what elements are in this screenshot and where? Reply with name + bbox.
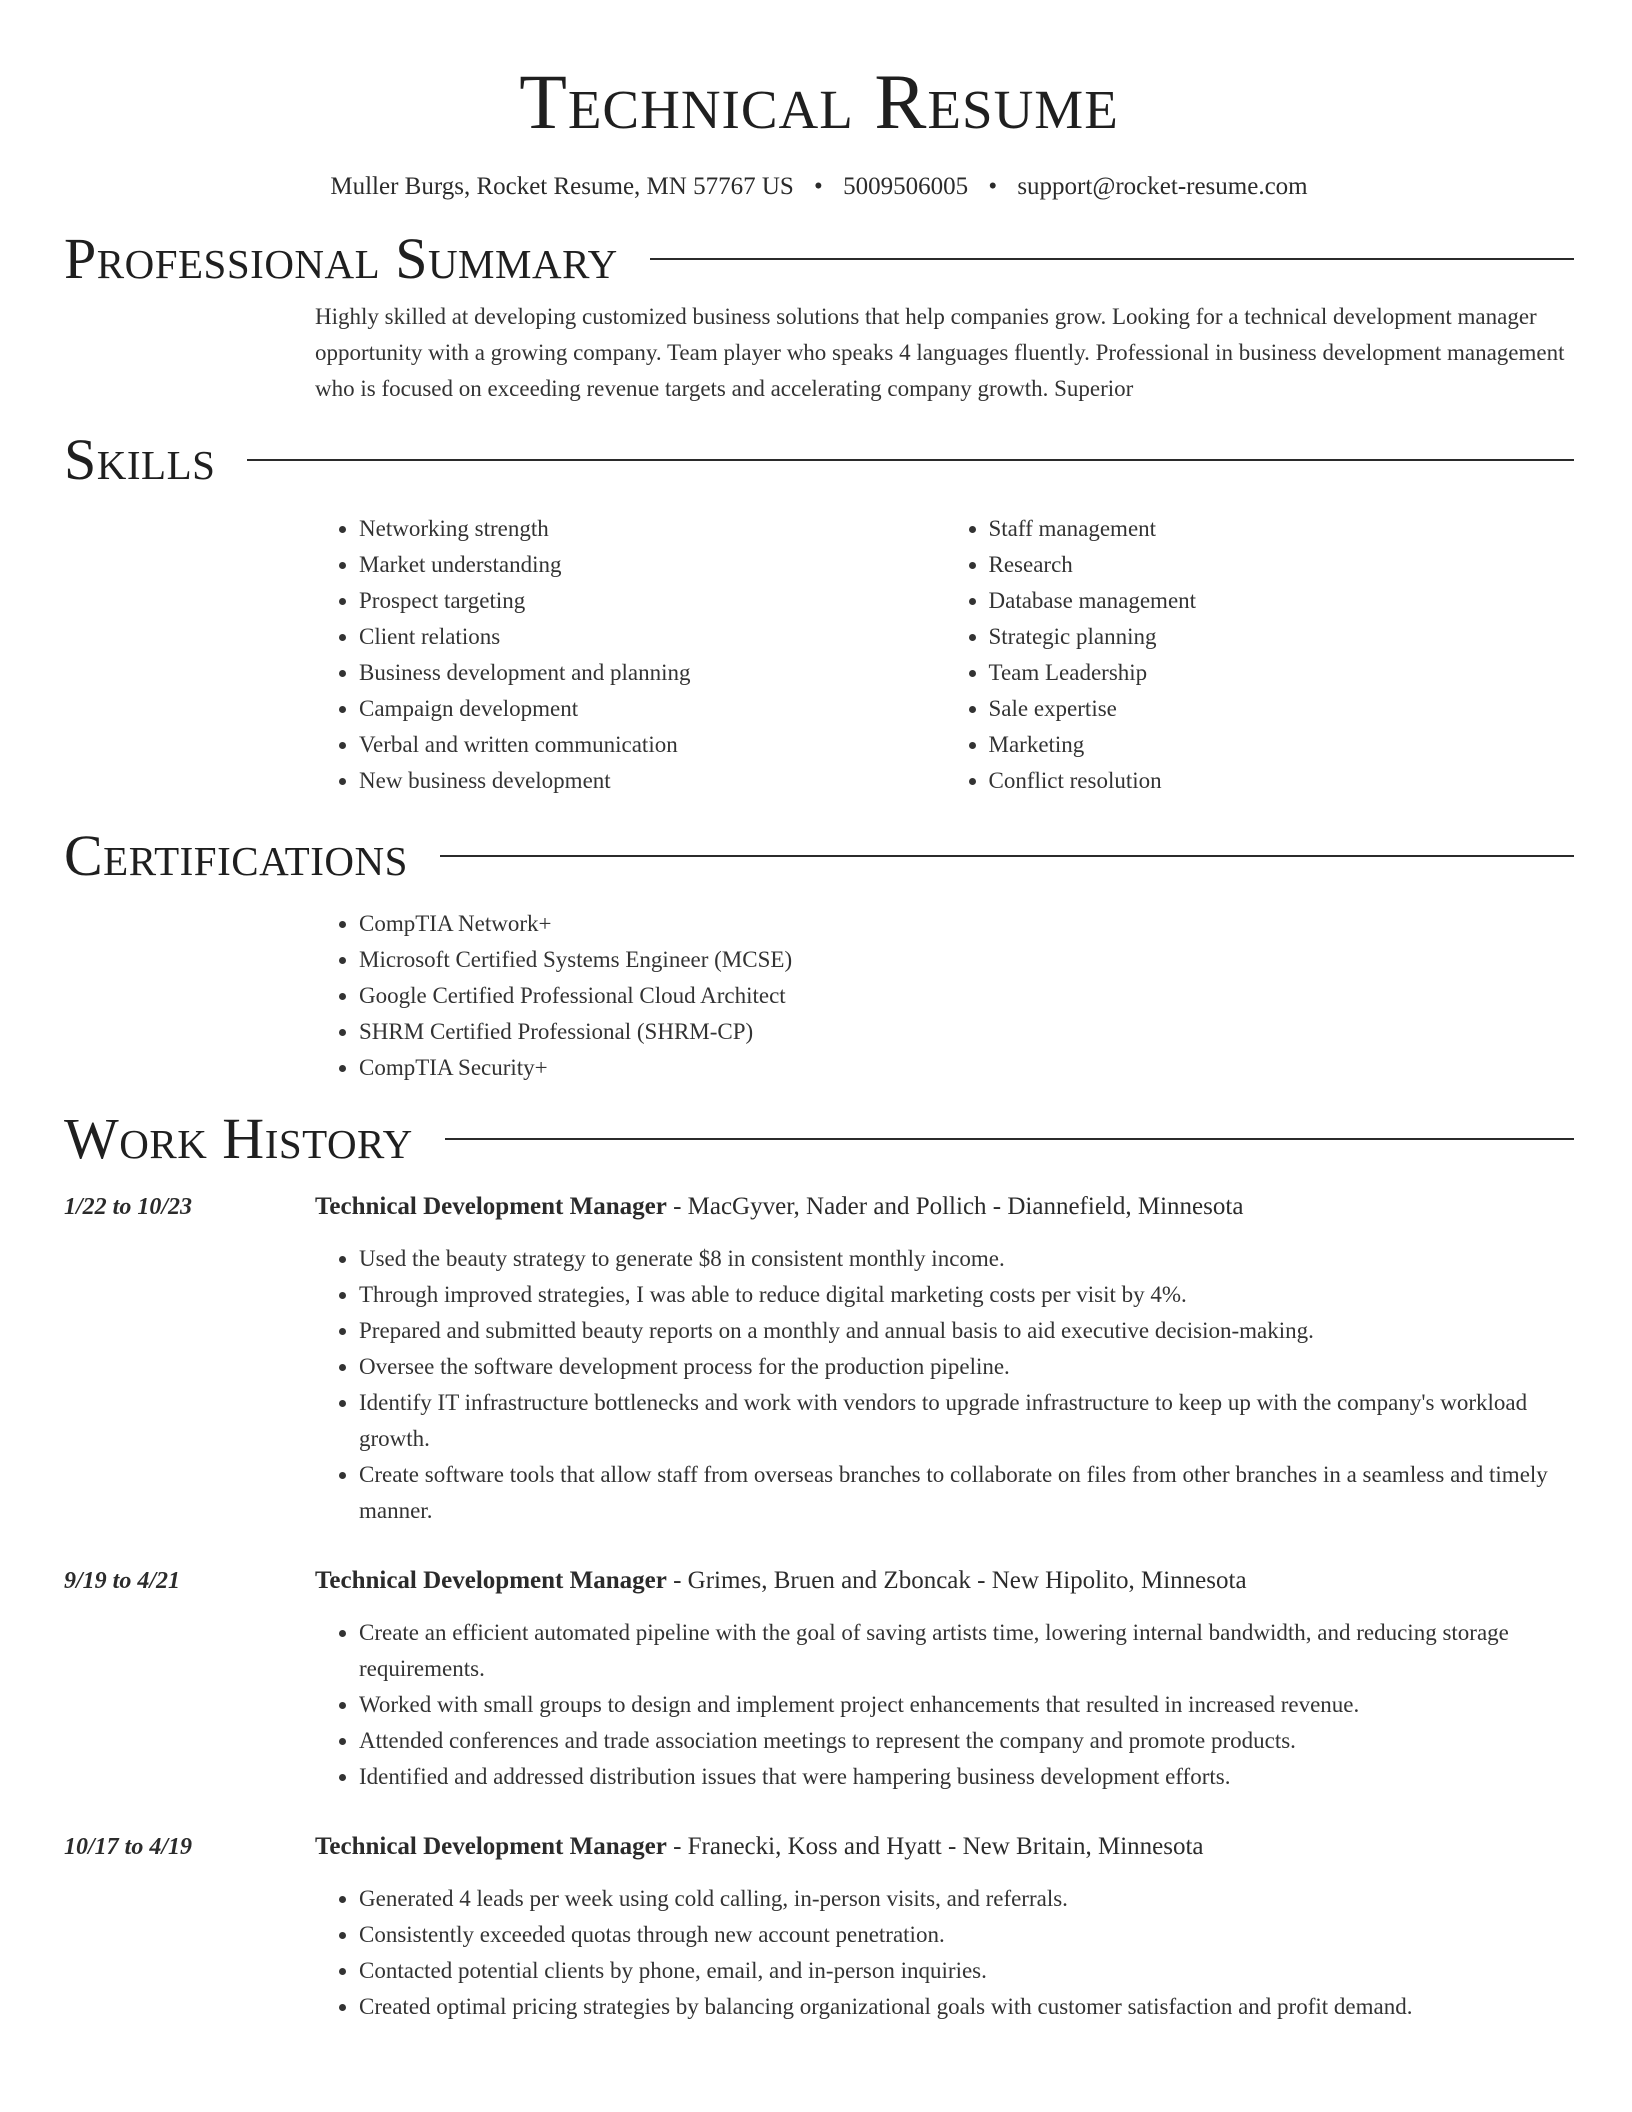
- certification-item: • CompTIA Network+: [359, 906, 1574, 942]
- skill-item: • Networking strength: [359, 511, 945, 547]
- contact-separator: •: [814, 173, 823, 200]
- job-company: - MacGyver, Nader and Pollich - Diannefield, Minnesota: [673, 1193, 1244, 1220]
- skill-item: • Campaign development: [359, 691, 945, 727]
- skills-heading: Skills: [64, 427, 216, 492]
- section-divider: [445, 1138, 1574, 1140]
- summary-heading: Professional Summary: [64, 226, 618, 291]
- section-divider: [440, 855, 1574, 857]
- job-bullet: • Create software tools that allow staff from overseas branches to collaborate on files from other branches in a seamless and timely manner.: [359, 1457, 1574, 1529]
- job-dates: 10/17 to 4/19: [64, 1834, 193, 1860]
- job-company: - Grimes, Bruen and Zboncak - New Hipolito, Minnesota: [673, 1567, 1247, 1594]
- job-bullet: • Prepared and submitted beauty reports on a monthly and annual basis to aid executive decision-making.: [359, 1313, 1574, 1349]
- job-bullet: • Worked with small groups to design and implement project enhancements that resulted in increased revenue.: [359, 1687, 1574, 1723]
- work-heading: Work History: [64, 1106, 413, 1171]
- job-dates: 1/22 to 10/23: [64, 1194, 193, 1220]
- job-bullet: • Used the beauty strategy to generate $8 in consistent monthly income.: [359, 1241, 1574, 1277]
- certification-item: • CompTIA Security+: [359, 1050, 1574, 1086]
- certification-item: • SHRM Certified Professional (SHRM-CP): [359, 1014, 1574, 1050]
- skills-list-left: [315, 511, 945, 799]
- skill-item: • Conflict resolution: [989, 763, 1575, 799]
- job-main: [315, 1189, 1574, 1529]
- contact-address: Muller Burgs, Rocket Resume, MN 57767 US: [330, 173, 794, 200]
- job-bullets: [315, 1615, 1574, 1795]
- skill-item: • Sale expertise: [989, 691, 1575, 727]
- job-title: Technical Development Manager: [315, 1193, 667, 1220]
- work-section-header: [64, 1106, 1574, 1171]
- job-bullet: • Contacted potential clients by phone, email, and in-person inquiries.: [359, 1953, 1574, 1989]
- job-entry: [64, 1829, 1574, 2025]
- skill-item: • Strategic planning: [989, 619, 1575, 655]
- skill-item: • New business development: [359, 763, 945, 799]
- resume-page: [64, 0, 1574, 2025]
- skills-section-header: [64, 427, 1574, 492]
- job-dates: 9/19 to 4/21: [64, 1568, 181, 1594]
- skills-columns: [315, 511, 1574, 799]
- skill-item: • Staff management: [989, 511, 1575, 547]
- job-bullet: • Create an efficient automated pipeline with the goal of saving artists time, lowering internal bandwidth, and reducing storage requirements.: [359, 1615, 1574, 1687]
- job-title: Technical Development Manager: [315, 1567, 667, 1594]
- summary-section-header: [64, 226, 1574, 291]
- certifications-list: [315, 906, 1574, 1086]
- resume-title: Technical Resume: [519, 58, 1119, 145]
- certifications-section-header: [64, 823, 1574, 888]
- skill-item: • Research: [989, 547, 1575, 583]
- job-bullet: • Generated 4 leads per week using cold calling, in-person visits, and referrals.: [359, 1881, 1574, 1917]
- contact-email: support@rocket-resume.com: [1017, 173, 1308, 200]
- job-bullet: • Created optimal pricing strategies by balancing organizational goals with customer satisfaction and profit demand.: [359, 1989, 1574, 2025]
- job-bullet: • Attended conferences and trade association meetings to represent the company and promote products.: [359, 1723, 1574, 1759]
- certifications-heading: Certifications: [64, 823, 408, 888]
- job-main: [315, 1829, 1574, 2025]
- section-divider: [650, 258, 1574, 260]
- contact-line: [64, 172, 1574, 202]
- job-bullet: • Identified and addressed distribution issues that were hampering business development efforts.: [359, 1759, 1574, 1795]
- skill-item: • Marketing: [989, 727, 1575, 763]
- skill-item: • Client relations: [359, 619, 945, 655]
- certification-item: • Google Certified Professional Cloud Architect: [359, 978, 1574, 1014]
- summary-text: Highly skilled at developing customized business solutions that help companies grow. Looking for a technical development manager opportunity with a growing company. Team player who speaks 4 languages fluently. Professional in business development management who is focused on exceeding revenue targets and accelerating company growth. Superior: [315, 304, 1565, 401]
- job-title-line: [315, 1563, 1574, 1599]
- skill-item: • Team Leadership: [989, 655, 1575, 691]
- skill-item: • Market understanding: [359, 547, 945, 583]
- skill-item: • Verbal and written communication: [359, 727, 945, 763]
- job-entry: [64, 1563, 1574, 1795]
- skills-list-right: [945, 511, 1575, 799]
- job-title-line: [315, 1829, 1574, 1865]
- job-main: [315, 1563, 1574, 1795]
- job-entry: [64, 1189, 1574, 1529]
- job-bullet: • Oversee the software development process for the production pipeline.: [359, 1349, 1574, 1385]
- job-bullets: [315, 1241, 1574, 1529]
- job-title-line: [315, 1189, 1574, 1225]
- contact-separator: •: [988, 173, 998, 200]
- skill-item: • Database management: [989, 583, 1575, 619]
- job-bullets: [315, 1881, 1574, 2025]
- section-divider: [247, 459, 1574, 461]
- job-bullet: • Consistently exceeded quotas through new account penetration.: [359, 1917, 1574, 1953]
- job-title: Technical Development Manager: [315, 1833, 667, 1860]
- certification-item: • Microsoft Certified Systems Engineer (MCSE): [359, 942, 1574, 978]
- job-company: - Franecki, Koss and Hyatt - New Britain, Minnesota: [673, 1833, 1204, 1860]
- skill-item: • Prospect targeting: [359, 583, 945, 619]
- job-bullet: • Identify IT infrastructure bottlenecks and work with vendors to upgrade infrastructure to keep up with the company's workload growth.: [359, 1385, 1574, 1457]
- certifications-block: [315, 906, 1574, 1086]
- contact-phone: 5009506005: [843, 173, 969, 200]
- skill-item: • Business development and planning: [359, 655, 945, 691]
- job-bullet: • Through improved strategies, I was able to reduce digital marketing costs per visit by 4%.: [359, 1277, 1574, 1313]
